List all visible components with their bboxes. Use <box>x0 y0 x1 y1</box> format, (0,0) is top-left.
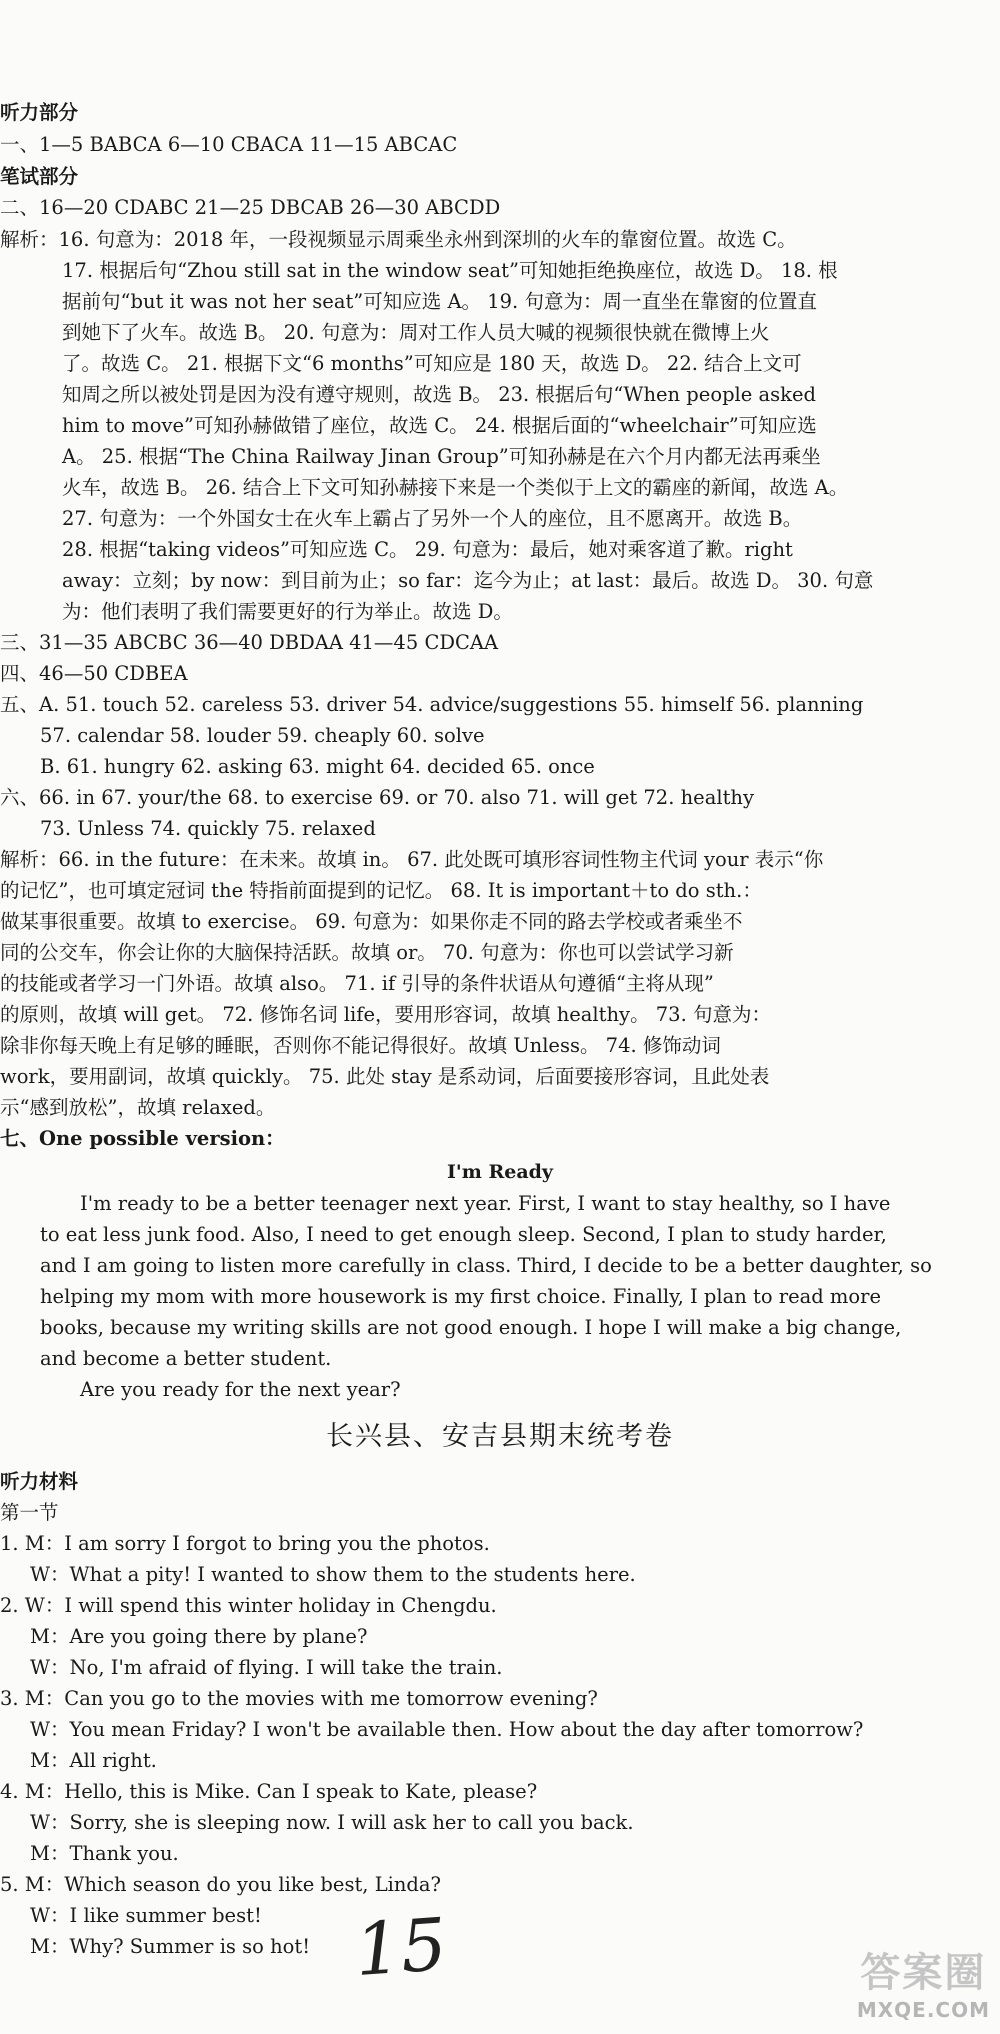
text-line: W：No, I'm afraid of flying. I will take the train. <box>30 1656 503 1679</box>
text-line: 做某事很重要。故填 to exercise。 69. 句意为：如果你走不同的路去学校或者乘坐不 <box>0 910 743 933</box>
text-line: 据前句“but it was not her seat”可知应选 A。 19. 句意为：周一直坐在靠窗的位置直 <box>62 290 817 313</box>
text-line: books, because my writing skills are not good enough. I hope I will make a big change, <box>40 1316 902 1339</box>
watermark-logo: 答案圈 <box>860 1950 987 1996</box>
text-line: 笔试部分 <box>0 165 79 188</box>
text-line: M：Are you going there by plane? <box>30 1625 368 1648</box>
text-line: 的记忆”，也可填定冠词 the 特指前面提到的记忆。 68. It is important＋to do sth.： <box>0 879 762 902</box>
watermark-url: MXQE.COM <box>856 1998 990 2022</box>
text-line: 同的公交车，你会让你的大脑保持活跃。故填 or。 70. 句意为：你也可以尝试学习新 <box>0 941 734 964</box>
text-line: 听力部分 <box>0 101 79 124</box>
text-line: and become a better student. <box>40 1347 332 1370</box>
text-line: 知周之所以被处罚是因为没有遵守规则，故选 B。 23. 根据后句“When people asked <box>62 383 816 406</box>
watermark <box>857 1941 990 2022</box>
text-line: 五、A. 51. touch 52. careless 53. driver 54. advice/suggestions 55. himself 56. planning <box>0 693 864 716</box>
text-line: W：I like summer best! <box>30 1904 262 1927</box>
text-line: 七、One possible version： <box>0 1127 285 1150</box>
text-line: I'm ready to be a better teenager next year. First, I want to stay healthy, so I have <box>80 1192 891 1215</box>
text-line: 的技能或者学习一门外语。故填 also。 71. if 引导的条件状语从句遵循“主将从现” <box>0 972 714 995</box>
text-line: 3. M：Can you go to the movies with me tomorrow evening? <box>0 1687 598 1710</box>
text-line: away：立刻；by now：到目前为止；so far：迄今为止；at last：最后。故选 D。 30. 句意 <box>62 569 874 592</box>
text-line: 了。故选 C。 21. 根据下文“6 months”可知应是 180 天，故选 D。 22. 结合上文可 <box>62 352 802 375</box>
text-line: M：Thank you. <box>30 1842 179 1865</box>
text-line: 第一节 <box>0 1501 59 1524</box>
text-line: 28. 根据“taking videos”可知应选 C。 29. 句意为：最后，她对乘客道了歉。right <box>62 538 793 561</box>
essay-title: I'm Ready <box>447 1161 553 1183</box>
text-line: W：You mean Friday? I won't be available then. How about the day after tomorrow? <box>30 1718 864 1741</box>
text-line: 27. 句意为：一个外国女士在火车上霸占了另外一个人的座位，且不愿离开。故选 B。 <box>62 507 803 530</box>
text-line: 的原则，故填 will get。 72. 修饰名词 life，要用形容词，故填 healthy。 73. 句意为： <box>0 1003 771 1026</box>
text-line: 听力材料 <box>0 1470 79 1493</box>
text-line: him to move”可知孙赫做错了座位，故选 C。 24. 根据后面的“wheelchair”可知应选 <box>62 414 817 437</box>
text-line: 到她下了火车。故选 B。 20. 句意为：周对工作人员大喊的视频很快就在微博上火 <box>62 321 770 344</box>
text-line: work，要用副词，故填 quickly。 75. 此处 stay 是系动词，后面要接形容词，且此处表 <box>0 1065 770 1088</box>
text-line: 示“感到放松”，故填 relaxed。 <box>0 1096 276 1119</box>
text-line: M：All right. <box>30 1749 157 1772</box>
text-line: 火车，故选 B。 26. 结合上下文可知孙赫接下来是一个类似于上文的霸座的新闻，故选 A。 <box>62 476 849 499</box>
text-line: 三、31—35 ABCBC 36—40 DBDAA 41—45 CDCAA <box>0 631 499 654</box>
text-line: to eat less junk food. Also, I need to get enough sleep. Second, I plan to study harder, <box>40 1223 887 1246</box>
text-line: 57. calendar 58. louder 59. cheaply 60. solve <box>40 724 485 747</box>
text-line: 5. M：Which season do you like best, Linda? <box>0 1873 441 1896</box>
text-line: 73. Unless 74. quickly 75. relaxed <box>40 817 376 840</box>
text-line: 为：他们表明了我们需要更好的行为举止。故选 D。 <box>62 600 513 623</box>
page-number: 15 <box>352 1901 450 1993</box>
text-line: 二、16—20 CDABC 21—25 DBCAB 26—30 ABCDD <box>0 196 501 219</box>
text-line: 4. M：Hello, this is Mike. Can I speak to Kate, please? <box>0 1780 538 1803</box>
text-line: Are you ready for the next year? <box>80 1378 401 1401</box>
text-line: 2. W：I will spend this winter holiday in Chengdu. <box>0 1594 497 1617</box>
text-line: 解析：66. in the future：在未来。故填 in。 67. 此处既可填形容词性物主代词 your 表示“你 <box>0 848 824 871</box>
text-line: 除非你每天晚上有足够的睡眠，否则你不能记得很好。故填 Unless。 74. 修饰动词 <box>0 1034 721 1057</box>
text-line: 六、66. in 67. your/the 68. to exercise 69. or 70. also 71. will get 72. healthy <box>0 786 754 809</box>
text-line: 四、46—50 CDBEA <box>0 662 188 685</box>
text-line: 17. 根据后句“Zhou still sat in the window seat”可知她拒绝换座位，故选 D。 18. 根 <box>62 259 838 282</box>
text-line: W：What a pity! I wanted to show them to the students here. <box>30 1563 636 1586</box>
text-line: 一、1—5 BABCA 6—10 CBACA 11—15 ABCAC <box>0 133 458 156</box>
text-line: helping my mom with more housework is my first choice. Finally, I plan to read more <box>40 1285 882 1308</box>
text-line: 解析：16. 句意为：2018 年，一段视频显示周乘坐永州到深圳的火车的靠窗位置。故选 C。 <box>0 228 797 251</box>
text-line: and I am going to listen more carefully in class. Third, I decide to be a better daughter, so <box>40 1254 932 1277</box>
text-line: M：Why? Summer is so hot! <box>30 1935 311 1958</box>
text-line: W：Sorry, she is sleeping now. I will ask her to call you back. <box>30 1811 634 1834</box>
text-line: B. 61. hungry 62. asking 63. might 64. decided 65. once <box>40 755 595 778</box>
text-line: A。 25. 根据“The China Railway Jinan Group”可知孙赫是在六个月内都无法再乘坐 <box>62 445 821 468</box>
text-line: 1. M：I am sorry I forgot to bring you the photos. <box>0 1532 490 1555</box>
section-title: 长兴县、安吉县期末统考卷 <box>326 1421 674 1452</box>
